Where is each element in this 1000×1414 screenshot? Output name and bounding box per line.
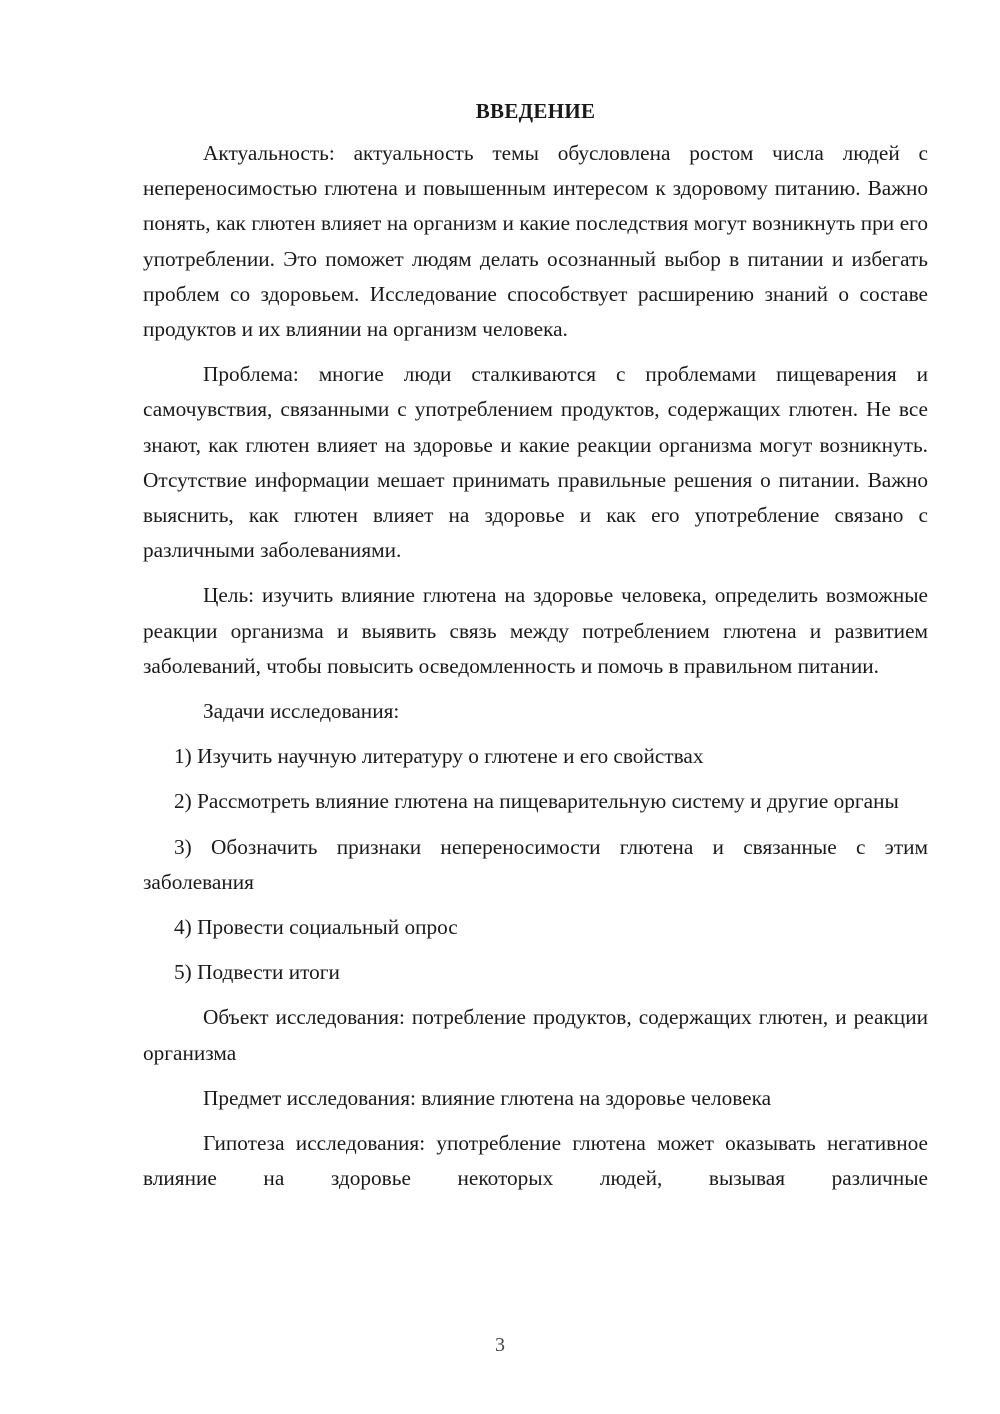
task-item-3: 3) Обозначить признаки непереносимости глютена и связанные с этим заболевания [143, 834, 928, 894]
page-number: 3 [495, 1334, 505, 1356]
paragraph-goal: Цель: изучить влияние глютена на здоровье человека, определить возможные реакции организма и выявить связь между потреблением глютена и развитием заболеваний, чтобы повысить осведомленность и помочь в правильном питании. [143, 583, 928, 678]
document-page [143, 96, 928, 1206]
paragraph-object: Объект исследования: потребление продуктов, содержащих глютен, и реакции организма [143, 1005, 928, 1065]
paragraph-hypothesis: Гипотеза исследования: употребление глютена может оказывать негативное влияние на здоровье некоторых людей, вызывая различные [143, 1131, 928, 1191]
paragraph-relevance: Актуальность: актуальность темы обусловлена ростом числа людей с непереносимостью глютена и повышенным интересом к здоровому питанию. Важно понять, как глютен влияет на организм и какие последствия могут возникнуть при его употреблении. Это поможет людям делать осознанный выбор в питании и избегать проблем со здоровьем. Исследование способствует расширению знаний о составе продуктов и их влиянии на организм человека. [143, 141, 928, 342]
task-item-5: 5) Подвести итоги [174, 960, 340, 985]
paragraph-problem: Проблема: многие люди сталкиваются с проблемами пищеварения и самочувствия, связанными с употреблением продуктов, содержащих глютен. Не все знают, как глютен влияет на здоровье и какие реакции организма могут возникнуть. Отсутствие информации мешает принимать правильные решения о питании. Важно выяснить, как глютен влияет на здоровье и как его употребление связано с различными заболеваниями. [143, 362, 928, 563]
task-item-1: 1) Изучить научную литературу о глютене и его свойствах [174, 744, 704, 769]
tasks-title: Задачи исследования: [203, 699, 400, 724]
paragraph-subject: Предмет исследования: влияние глютена на здоровье человека [203, 1085, 772, 1110]
section-heading: ВВЕДЕНИЕ [475, 99, 596, 123]
tasks-list [143, 739, 928, 990]
task-item-4: 4) Провести социальный опрос [174, 915, 458, 940]
task-item-2: 2) Рассмотреть влияние глютена на пищеварительную систему и другие органы [174, 789, 899, 814]
